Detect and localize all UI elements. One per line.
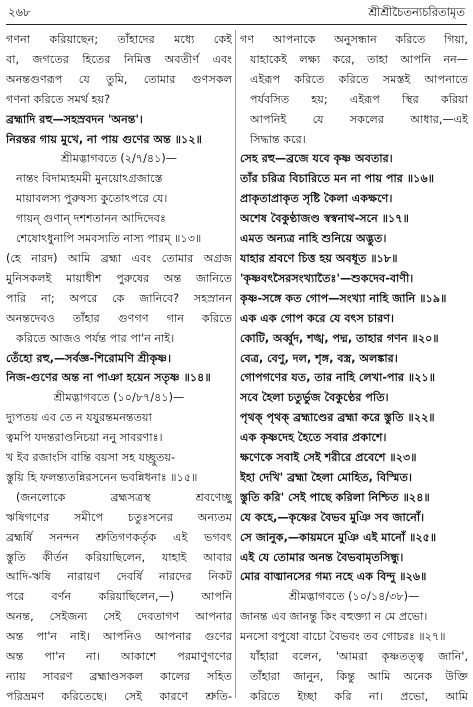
page-header — [8, 4, 465, 22]
text-line: অশেষ বৈকুণ্ঠাজণ্ড স্বস্বনাথ-সনে ॥১৭॥ — [240, 212, 409, 226]
text-line: শেষোঽধুনাপি সমবস্যতি নাস্য পারম্ ॥১৩॥ — [16, 232, 202, 246]
text-line: যাহার শ্রবণে চিত্ত হয় অবধূত ॥১৮॥ — [240, 251, 398, 265]
text-line: মুনিসকলই মায়াধীশ পুরুষের অন্ত জানিতে — [6, 271, 232, 285]
text-line: অনন্ত, সেইজন্য সেই দেবতাগণ আপনার — [6, 610, 232, 624]
text-line: যাহাকেই লক্ষ্য করে, তাহা আপনি নন— — [250, 52, 468, 66]
text-line: (জনলোকে ব্রহ্মসত্রস্থ শ্রবণেচ্ছু — [16, 490, 232, 504]
text-line: পর্যবসিত হয়; এইরূপ স্থির করিয়া — [250, 92, 468, 106]
text-line: ব্রহ্মর্ষি সনন্দন শ্রুতিগণকর্তৃক এই ভগবৎ — [6, 530, 232, 544]
text-line: আদি-ঋষি নারায়ণ দেবর্ষি নারদের নিকট — [6, 570, 232, 584]
text-line: সিদ্ধান্ত করে। — [250, 132, 306, 146]
header-rule — [6, 24, 467, 25]
text-line: তাঁহারা জানুন, কিন্তু আমি অনেক উক্তি — [250, 670, 468, 683]
text-line: কোটি, অর্ব্বুদ, শঙ্খ, পদ্ম, তাহার গণন ॥২০॥ — [240, 331, 439, 345]
text-line: যে কহে,—কৃষ্ণের বৈভব মুঞি সব জানোঁ। — [240, 510, 425, 524]
text-line: গণনা করিতে সমর্থ হয়? — [6, 92, 111, 106]
text-line: আপনিই যে সকলের আধার,—এই — [250, 112, 468, 126]
text-line: গণনা করিয়াছেন; তাঁহাদের মধ্যে কেই — [6, 33, 232, 46]
text-line: এক কৃষ্ণদেহ হৈতে সবার প্রকাশে। — [240, 431, 387, 445]
text-line: বা, জগতের হিতের নিমিত্ত অবতীর্ণ এবং — [6, 52, 232, 66]
right-column — [240, 30, 468, 707]
text-line: শ্রীমদ্ভাগবতে (১০/৮৭/৪১)— — [53, 391, 185, 405]
text-line: (হে নারদ) আমি ব্রহ্মা এবং তোমার অগ্রজ — [6, 251, 232, 265]
text-line: জানন্ত এব জানন্তু কিং বহুক্ত্যা ন মে প্রভো। — [240, 610, 428, 624]
text-line: তাঁর চরিত্র বিচারিতে মন না পায় পার ॥১৬॥ — [240, 172, 435, 186]
text-line: নান্তং বিদাম্যহমমী মুনয়োঽগ্রজাস্তে — [16, 172, 163, 186]
text-line: ইহা দেখি' ব্রহ্মা হৈলা মোহিত, বিস্মিত। — [240, 470, 412, 484]
text-line: পরে বর্ণন করিয়াছিলেন,—) আপনি — [6, 590, 232, 604]
text-line: অনন্তগুণরূপ যে তুমি, তোমার গুণসকল — [6, 72, 232, 86]
text-line: এক এক গোপ করে যে বৎস চারণ। — [240, 311, 395, 325]
text-line: নিজ-গুণের অন্ত না পাঞা হয়েন সতৃষ্ণ ॥১৪॥ — [6, 371, 211, 385]
text-line: করিতে আজও পর্যন্ত পার পা'ন নাই। — [16, 331, 175, 345]
text-line: অনন্তদেবও তাঁহার গুণগণ গান করিতে — [6, 311, 232, 325]
text-line: সে জানুক,—কায়মনে মুঞি এই মানোঁ ॥২৫॥ — [240, 530, 437, 544]
text-line: এই যে তোমার অনন্ত বৈভবামৃতসিন্ধু। — [240, 550, 404, 564]
running-title: শ্রীশ্রীচৈতন্যচরিতামৃত — [368, 4, 465, 19]
text-line: কৃষ্ণ-সঙ্গে কত গোপ—সংখ্যা নাহি জানি ॥১৯॥ — [240, 291, 447, 305]
text-line: পারি না; অপরে কে জানিবে? সহস্রানন — [6, 291, 232, 305]
text-line: দ্যুপতয় এব তে ন যযুরন্তমনন্ততয়া — [6, 411, 152, 425]
text-line: মায়াবলস্য পুরুষস্য কুতোঽপরে যে। — [16, 192, 168, 206]
text-line: ঋষিগণের সমীপে চতুঃসনের অন্যতম — [6, 510, 232, 524]
left-column — [6, 30, 232, 707]
text-line: সবে হৈলা চতুর্ভুজ বৈকুণ্ঠের পতি। — [240, 391, 389, 405]
text-line: গায়ন্ গুণান্ দশশতানন আদিদেবঃ — [16, 212, 166, 226]
text-line: তেঁহো রহু,—সর্বজ্ঞ-শিরোমণি শ্রীকৃষ্ণ। — [6, 351, 172, 365]
column-divider — [235, 30, 236, 698]
text-line: ব্রহ্মাদি রহু—সহস্রবদন 'অনন্ত'। — [6, 112, 143, 126]
text-line: ত্বমপি যদন্তরাণ্ডনিচয়া ননু সাবরণাঃ। — [6, 431, 163, 445]
text-line: এইরূপ করিতে করিতে সমস্তই আপনাতে — [250, 72, 468, 86]
text-line: গণ আপনাকে অনুসন্ধান করিতে গিয়া, — [240, 33, 468, 46]
text-line: শ্রীমদ্ভাগবতে (১০/১৪/৩৮)— — [288, 590, 420, 604]
text-line: যাঁহারা বলেন, 'আমরা কৃষ্ণতত্ত্ব জানি', — [250, 650, 468, 664]
text-line: পৃথক্ পৃথক্ ব্রহ্মাণ্ডের ব্রহ্মা করে স্তুতি ॥২২॥ — [240, 411, 435, 425]
text-line: প্রাকৃতাপ্রাকৃত সৃষ্টি কৈলা একক্ষণে। — [240, 192, 393, 206]
text-line: ন্যায় সাবরণ ব্রহ্মাণ্ডসকল কালের সহিত — [6, 670, 232, 683]
text-line: অন্ত পা'ন না। আকাশে পরমাণুগণের — [6, 650, 232, 664]
text-line: সেহ রহু—ব্রজে যবে কৃষ্ণ অবতার। — [240, 152, 393, 166]
page-number: ২৬৮ — [8, 4, 31, 19]
text-line: অন্ত পা'ন নাই। আপনিও আপনার গুণের — [6, 630, 232, 644]
text-line: শ্রীমদ্ভাগবতে (২/৭/৪১)— — [61, 152, 177, 166]
text-line: স্তুতি কীর্তন করিয়াছিলেন, যাহাই আবার — [6, 550, 232, 564]
text-line: গোপগণের যত, তার নাহি লেখা-পার ॥২১॥ — [240, 371, 436, 385]
text-line: স্তুতি করি' সেই পাছে করিলা নিশ্চিত ॥২৪॥ — [240, 490, 430, 504]
text-line: মনসো বপুষো বাচো বৈভবং তব গোচরঃ ॥২৭॥ — [240, 630, 446, 644]
text-line: স্তুয়ি হি ফলন্ত্যতন্নিরসনেন ভবন্নিধনাঃ ॥১৫॥ — [6, 470, 198, 484]
text-line: 'কৃষ্ণবৎসৈরসংখ্যাতৈঃ'—শুকদেব-বাণী। — [240, 271, 414, 285]
text-line: ক্ষণেকে সবাই সেই শরীরে প্রবেশে ॥২৩॥ — [240, 451, 417, 465]
text-line: খ ইব রজাংসি বান্তি বয়সা সহ যচ্ছ্রুতয়- — [6, 451, 176, 465]
text-line: মোর বাঙ্মানসের গম্য নহে এক বিন্দু ॥২৬॥ — [240, 570, 427, 584]
text-line: করিতে ইচ্ছা করি না। প্রভো, আমি — [250, 689, 468, 703]
text-line: পরিভ্রমণ করিতেছে। সেই কারণে শ্রুতি- — [6, 689, 232, 703]
text-line: নিরন্তর গায় মুখে, না পায় গুণের অন্ত ॥১২॥ — [6, 132, 202, 146]
text-line: এমত অন্যত্র নাহি শুনিয়ে অদ্ভুত। — [240, 232, 387, 246]
text-line: বেত্র, বেণু, দল, শৃঙ্গ, বস্ত্র, অলঙ্কার। — [240, 351, 398, 365]
